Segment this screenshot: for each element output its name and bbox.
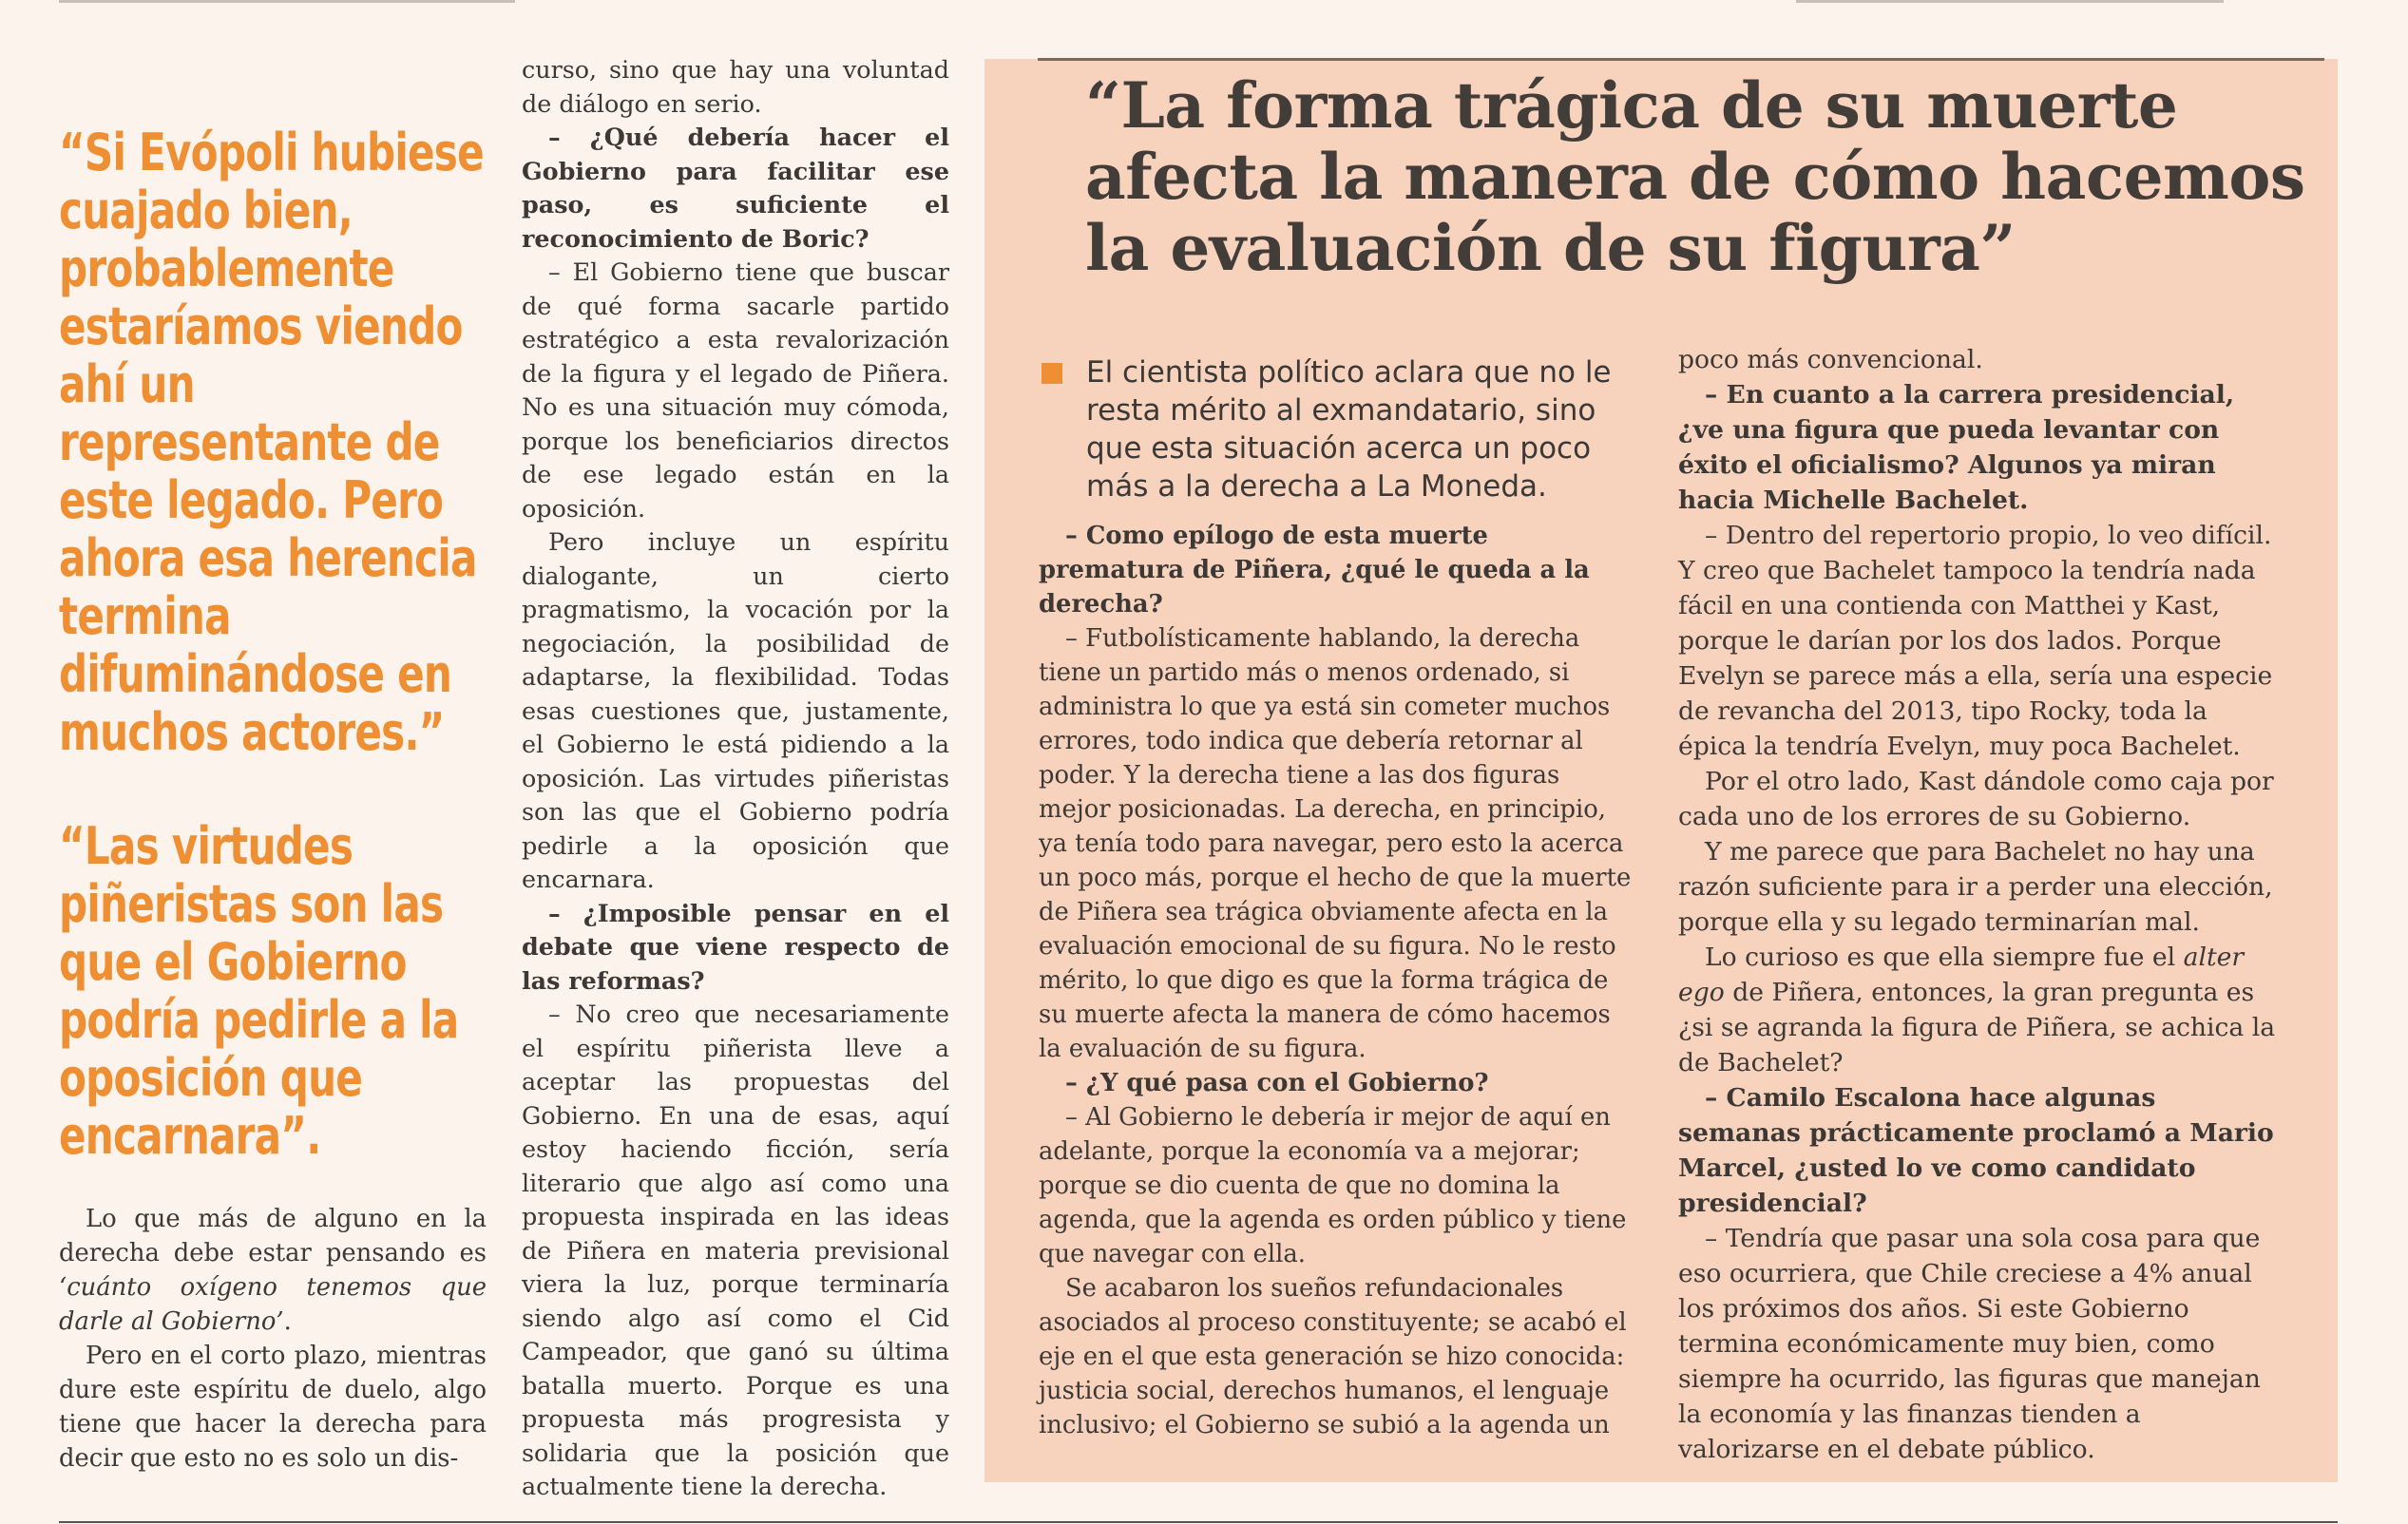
top-edge-line <box>59 0 515 3</box>
top-edge-line <box>1796 0 2224 3</box>
paragraph: poco más convencional. <box>1678 345 1983 374</box>
headline: “La forma trágica de su muerte afecta la manera de cómo hacemos la evaluación de su figura” <box>1085 68 2305 285</box>
box-column-3 <box>1039 519 1635 1442</box>
interview-question: – En cuanto a la carrera presidencial, ¿ve una figura que pueda levantar con éxito el oficialismo? Algunos ya miran hacia Michelle Bachelet. <box>1678 380 2235 515</box>
paragraph-text: Lo que más de alguno en la derecha debe estar pensando es <box>59 1205 487 1267</box>
paragraph-text: de Piñera, entonces, la gran pregunta es ¿si se agranda la figura de Piñera, se achica la de Bachelet? <box>1678 978 2276 1077</box>
article-column-2 <box>522 53 949 1504</box>
italic-quote: ‘cuánto oxígeno tenemos que darle al Gobierno’ <box>59 1273 487 1336</box>
interview-question: – ¿Imposible pensar en el debate que viene respecto de las reformas? <box>522 898 949 995</box>
pull-quote-1: “Si Evópoli hubiese cuajado bien, probablemente estaríamos viendo ahí un representante de este legado. Pero ahora esa herencia termina difuminándose en muchos actores.” <box>59 123 484 762</box>
paragraph <box>1678 940 2277 1080</box>
paragraph: curso, sino que hay una voluntad de diálogo en serio. <box>522 55 949 118</box>
paragraph-text: . <box>283 1307 292 1336</box>
interview-question: – Camilo Escalona hace algunas semanas prácticamente proclamó a Mario Marcel, ¿usted lo ve como candidato presidencial? <box>1678 1083 2274 1218</box>
paragraph-text: Lo curioso es que ella siempre fue el <box>1705 943 2184 972</box>
italic-term: alter ego <box>1678 943 2245 1007</box>
interview-question: – Como epílogo de esta muerte prematura de Piñera, ¿qué le queda a la derecha? <box>1039 522 1590 619</box>
pull-quote-2: “Las virtudes piñeristas son las que el Gobierno podría pedirle a la oposición que encarnara”. <box>59 816 459 1166</box>
paragraph: – Futbolísticamente hablando, la derecha tiene un partido más o menos ordenado, si administra lo que ya está sin cometer muchos errores, todo indica que debería retornar al poder. Y la derecha tiene a las dos figuras mejor posicionadas. La derecha, en principio, ya tenía todo para navegar, pero esto la acerca un poco más, porque el hecho de que la muerte de Piñera sea trágica obviamente afecta en la evaluación emocional de su figura. No le resto mérito, lo que digo es que la forma trágica de su muerte afecta la manera de cómo hacemos la evaluación de su figura. <box>1039 624 1632 1063</box>
lead-summary: El cientista político aclara que no le resta mérito al exmandatario, sino que esta situación acerca un poco más a la derecha a La Moneda. <box>1086 355 1612 504</box>
square-bullet-icon <box>1042 363 1062 384</box>
interview-question: – ¿Y qué pasa con el Gobierno? <box>1065 1069 1489 1097</box>
paragraph: – El Gobierno tiene que buscar de qué forma sacarle partido estratégico a esta revalorización de la figura y el legado de Piñera. No es una situación muy cómoda, porque los beneficiarios directos de ese legado están en la oposición. <box>522 257 949 523</box>
paragraph: Pero incluye un espíritu dialogante, un cierto pragmatismo, la vocación por la negociación, la posibilidad de adaptarse, la flexibilidad. Todas esas cuestiones que, justamente, el Gobierno le está pidiendo a la oposición. Las virtudes piñeristas son las que el Gobierno podría pedirle a la oposición que encarnara. <box>522 527 949 893</box>
paragraph: Por el otro lado, Kast dándole como caja por cada uno de los errores de su Gobierno. <box>1678 767 2274 831</box>
interview-question: – ¿Qué debería hacer el Gobierno para facilitar ese paso, es suficiente el reconocimiento de Boric? <box>522 123 949 253</box>
box-top-rule <box>1038 58 2324 61</box>
paragraph: – Tendría que pasar una sola cosa para que eso ocurriera, que Chile creciese a 4% anual los próximos dos años. Si este Gobierno termina económicamente muy bien, como siempre ha ocurrido, las figuras que manejan la economía y las finanzas tienden a valorizarse en el debate público. <box>1678 1224 2261 1464</box>
paragraph: – Al Gobierno le debería ir mejor de aquí en adelante, porque la economía va a mejorar; porque se dio cuenta de que no domina la agenda, que la agenda es orden público y tiene que navegar con ella. <box>1039 1103 1627 1268</box>
paragraph: Y me parece que para Bachelet no hay una razón suficiente para ir a perder una elección, porque ella y su legado terminarían mal. <box>1678 837 2273 937</box>
paragraph: – Dentro del repertorio propio, lo veo difícil. Y creo que Bachelet tampoco la tendría nada fácil en una contienda con Matthei y Kast, porque le darían por los dos lados. Porque Evelyn se parece más a ella, sería una especie de revancha del 2013, tipo Rocky, toda la épica la tendría Evelyn, muy poca Bachelet. <box>1678 521 2273 761</box>
bottom-rule <box>59 1521 2338 1523</box>
paragraph <box>59 1202 487 1339</box>
article-column-1 <box>59 1202 487 1476</box>
paragraph: – No creo que necesariamente el espíritu piñerista lleve a aceptar las propuestas del Gobierno. En una de esas, aquí estoy haciendo ficción, sería literario que algo así como una propuesta inspirada en las ideas de Piñera en materia previsional viera la luz, porque terminaría siendo algo así como el Cid Campeador, que ganó su última batalla muerto. Porque es una propuesta más progresista y solidaria que la posición que actualmente tiene la derecha. <box>522 1000 949 1500</box>
paragraph: Se acabaron los sueños refundacionales asociados al proceso constituyente; se acabó el eje en el que esta generación se hizo conocida: justicia social, derechos humanos, el lenguaje inclusivo; el Gobierno se subió a la agenda un <box>1039 1274 1627 1439</box>
paragraph: Pero en el corto plazo, mientras dure este espíritu de duelo, algo tiene que hacer la derecha para decir que esto no es solo un dis- <box>59 1342 487 1473</box>
box-column-4 <box>1678 342 2277 1467</box>
